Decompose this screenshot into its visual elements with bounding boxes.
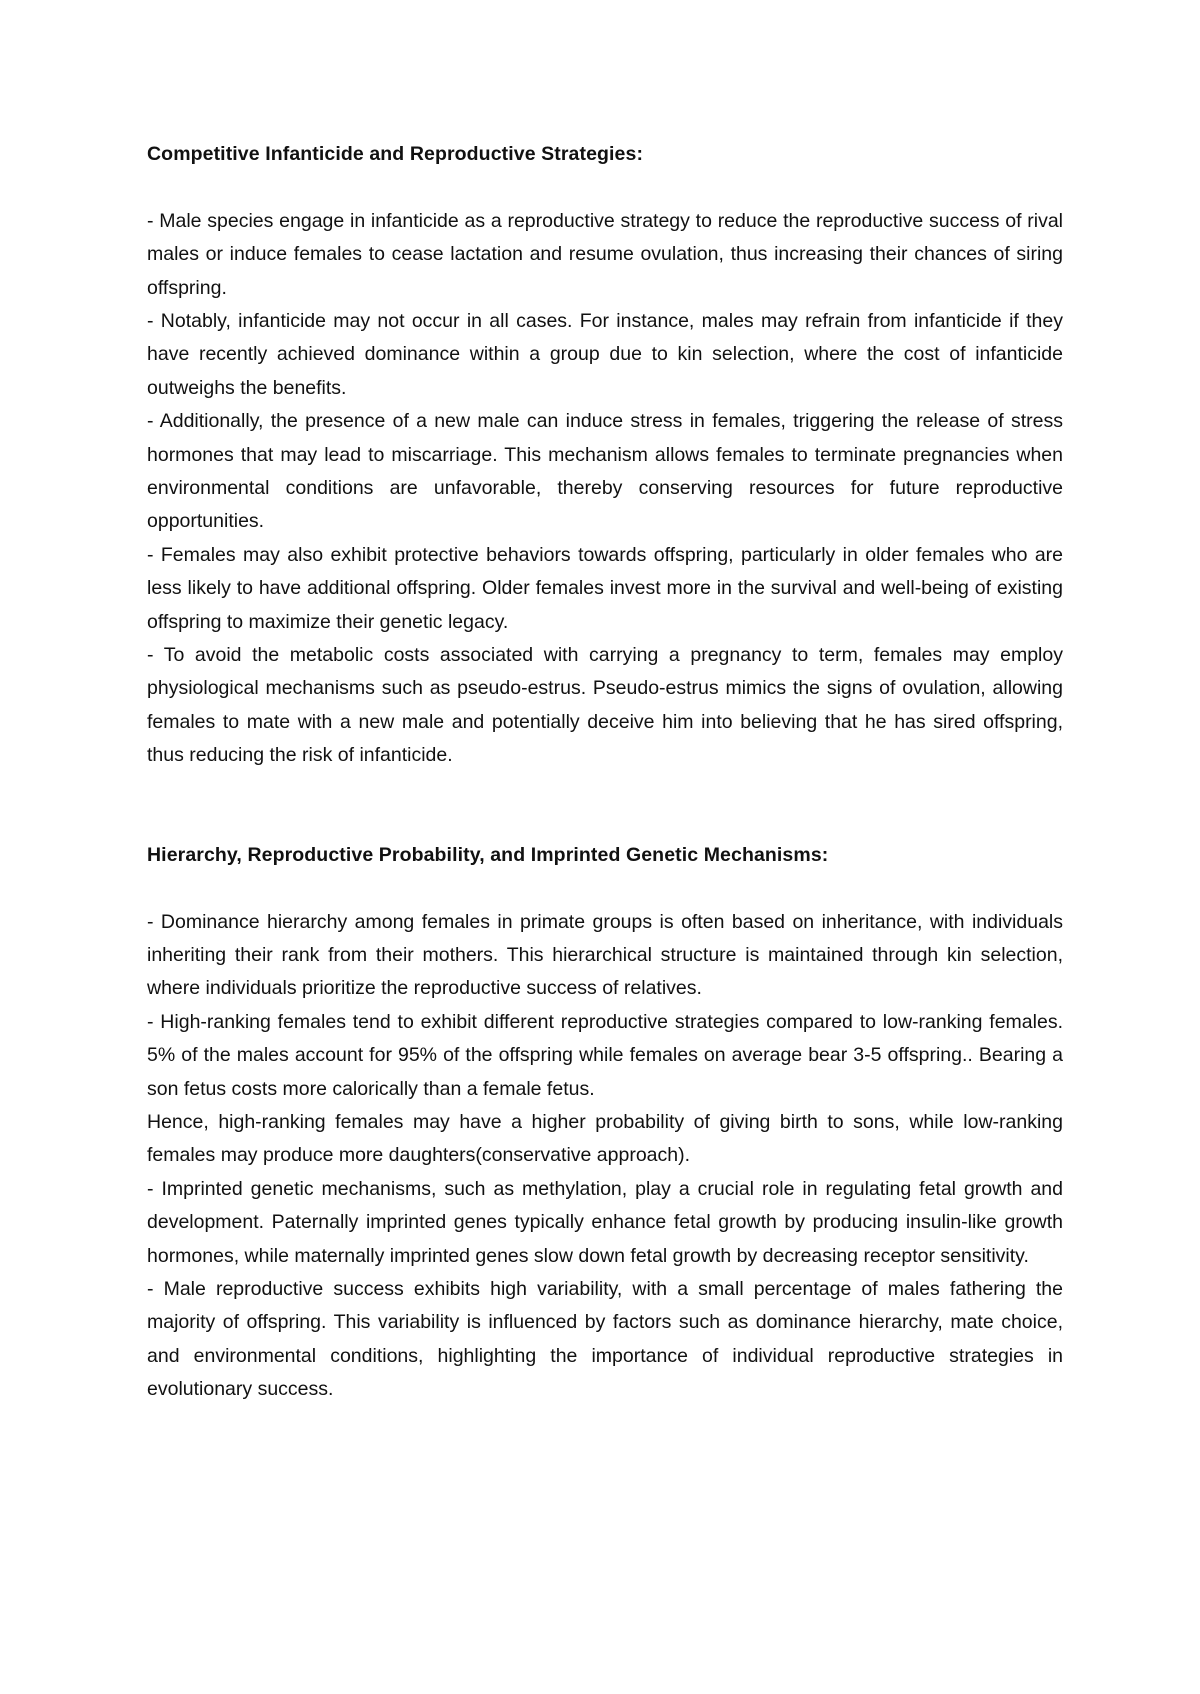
document-page bbox=[147, 138, 1063, 1407]
section-heading: Competitive Infanticide and Reproductive Strategies: bbox=[147, 143, 644, 165]
paragraph: - Additionally, the presence of a new male can induce stress in females, triggering the release of stress hormones that may lead to miscarriage. This mechanism allows females to terminate pregnancies when environmental conditions are unfavorable, thereby conserving resources for future reproductive opportunities. bbox=[147, 410, 1063, 533]
paragraph: - High-ranking females tend to exhibit different reproductive strategies compared to low-ranking females. 5% of the males account for 95% of the offspring while females on average bear 3-5 offspring.. Bearing a son fetus costs more calorically than a female fetus. bbox=[147, 1010, 1063, 1100]
section-hierarchy bbox=[147, 839, 1063, 1407]
section-infanticide bbox=[147, 138, 1063, 773]
paragraph: - Male reproductive success exhibits high variability, with a small percentage of males fathering the majority of offspring. This variability is influenced by factors such as dominance hierarchy, mate choice, and environmental conditions, highlighting the importance of individual reproductive strategies in evolutionary success. bbox=[147, 1277, 1063, 1401]
paragraph: - To avoid the metabolic costs associated with carrying a pregnancy to term, females may employ physiological mechanisms such as pseudo-estrus. Pseudo-estrus mimics the signs of ovulation, allowing females to mate with a new male and potentially deceive him into believing that he has sired offspring, thus reducing the risk of infanticide. bbox=[147, 644, 1063, 767]
section-heading: Hierarchy, Reproductive Probability, and Imprinted Genetic Mechanisms: bbox=[147, 843, 829, 866]
paragraph: - Notably, infanticide may not occur in all cases. For instance, males may refrain from infanticide if they have recently achieved dominance within a group due to kin selection, where the cost of infanticide outweighs the benefits. bbox=[147, 310, 1063, 399]
paragraph: - Male species engage in infanticide as a reproductive strategy to reduce the reproductive success of rival males or induce females to cease lactation and resume ovulation, thus increasing their chances of siring offspring. bbox=[147, 209, 1063, 299]
paragraph: - Imprinted genetic mechanisms, such as methylation, play a crucial role in regulating fetal growth and development. Paternally imprinted genes typically enhance fetal growth by producing insulin-like growth hormones, while maternally imprinted genes slow down fetal growth by decreasing receptor sensitivity. bbox=[147, 1177, 1063, 1267]
paragraph: Hence, high-ranking females may have a higher probability of giving birth to sons, while low-ranking females may produce more daughters(conservative approach). bbox=[147, 1110, 1063, 1167]
paragraph: - Dominance hierarchy among females in primate groups is often based on inheritance, with individuals inheriting their rank from their mothers. This hierarchical structure is maintained through kin selection, where individuals prioritize the reproductive success of relatives. bbox=[147, 910, 1063, 1000]
paragraph: - Females may also exhibit protective behaviors towards offspring, particularly in older females who are less likely to have additional offspring. Older females invest more in the survival and well-being of existing offspring to maximize their genetic legacy. bbox=[147, 543, 1063, 633]
